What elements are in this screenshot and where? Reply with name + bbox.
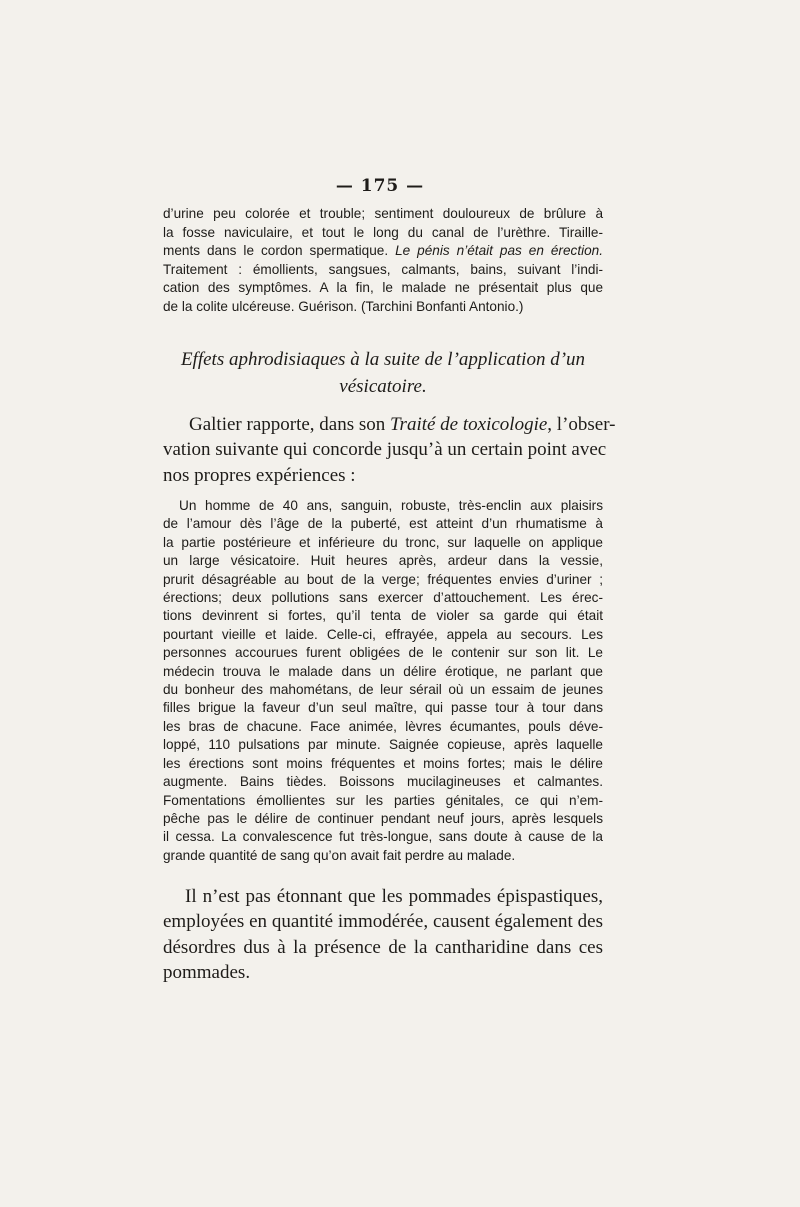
text-line: pêche pas le délire de continuer pendant neuf jours, après lesquels (163, 810, 603, 826)
text-line: la partie postérieure et inférieure du tronc, sur laquelle on applique (163, 534, 603, 550)
text-line: de la colite ulcéreuse. Guérison. (Tarchini Bonfanti Antonio.) (163, 298, 524, 314)
text-line: d’urine peu colorée et trouble; sentiment douloureux de brûlure à (163, 206, 603, 221)
section-heading (163, 346, 603, 400)
text-line: Fomentations émollientes sur les parties génitales, ce qui n’em- (163, 792, 603, 808)
heading-line: Effets aphrodisiaques à la suite de l’application d’un (180, 349, 586, 370)
text-line: les érections sont moins fréquentes et moins fortes; mais le délire (163, 755, 603, 771)
text-line: augmente. Bains tièdes. Boissons mucilagineuses et calmantes. (163, 774, 603, 790)
text-segment: ments dans le cordon spermatique. (163, 243, 389, 259)
text-line (163, 242, 603, 261)
heading-line: vésicatoire. (339, 376, 427, 397)
text-line: grande quantité de sang qu’on avait fait perdre au malade. (163, 847, 516, 863)
text-line: désordres dus à la présence de la cantharidine dans ces (163, 936, 603, 958)
text-line: érections; deux pollutions sans exercer d’attouchement. Les érec- (163, 590, 603, 606)
text-line: employées en quantité immodérée, causent également des (163, 911, 603, 933)
page-number: — 175 — (335, 176, 425, 196)
text-line: filles brigue la faveur d’un seul maître, qui passe tour à tour dans (163, 700, 603, 716)
text-line: les bras de chacune. Face animée, lèvres écumantes, pouls déve- (163, 718, 603, 734)
text-line: pourtant vieille et laide. Celle-ci, effrayée, appela au secours. Les (163, 626, 603, 642)
text-line: la fosse naviculaire, et tout le long du canal de l’urèthre. Tiraille- (163, 224, 603, 240)
text-line: loppé, 110 pulsations par minute. Saignée copieuse, après laquelle (163, 737, 603, 753)
text-line: vation suivante qui concorde jusqu’à un certain point avec (163, 439, 607, 461)
text-line: pommades. (163, 962, 251, 984)
italic-phrase: Le pénis n’était pas en érection. (395, 243, 604, 259)
text-line: Il n’est pas étonnant que les pommades épispastiques, (185, 886, 603, 907)
text-line: Traitement : émollients, sangsues, calmants, bains, suivant l’indi- (163, 261, 603, 277)
case-report (163, 497, 603, 865)
paragraph-continuation (163, 205, 603, 317)
text-line: de l’amour dès l’âge de la puberté, est atteint d’un rhumatisme à (163, 516, 603, 532)
text-line: Un homme de 40 ans, sanguin, robuste, très-enclin aux plaisirs (179, 498, 603, 513)
text-segment: , l’obser- (547, 414, 616, 435)
intro-paragraph (163, 412, 616, 488)
text-line: médecin trouva le malade dans un délire érotique, ne parlant que (163, 663, 603, 679)
text-segment: Galtier rapporte, dans son (189, 414, 386, 435)
text-line (163, 412, 616, 437)
text-line: tions devinrent si fortes, qu’il tenta de violer sa garde qui était (163, 608, 603, 624)
text-line: cation des symptômes. A la fin, le malade ne présentait plus que (163, 280, 603, 296)
closing-paragraph (163, 884, 603, 986)
work-title: Traité de toxicologie (390, 414, 548, 435)
text-line: un large vésicatoire. Huit heures après, ardeur dans la vessie, (163, 553, 603, 569)
text-line: prurit désagréable au bout de la verge; fréquentes envies d’uriner ; (163, 571, 603, 587)
text-line: il cessa. La convalescence fut très-longue, sans doute à cause de la (163, 829, 603, 845)
text-line: du bonheur des mahométans, de leur sérail où un essaim de jeunes (163, 682, 603, 698)
text-line: nos propres expériences : (163, 464, 356, 486)
text-line: personnes accourues furent obligées de le contenir sur son lit. Le (163, 645, 603, 661)
